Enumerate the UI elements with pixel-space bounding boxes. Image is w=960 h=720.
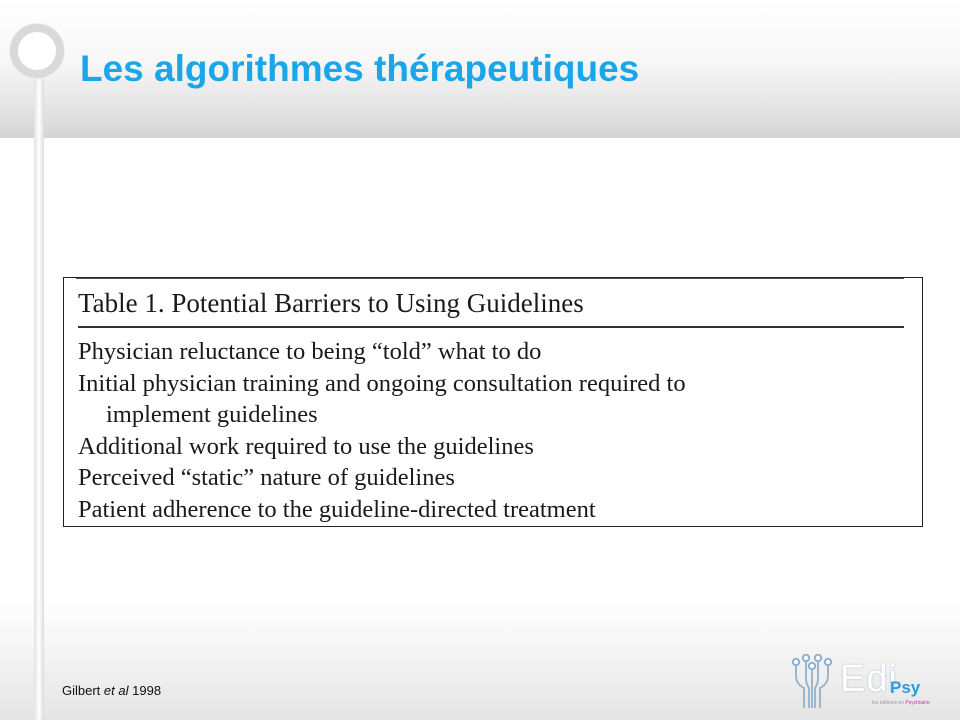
logo-tagline-accent: Psychiatrie	[905, 700, 930, 706]
edipsy-logo	[790, 652, 950, 712]
citation-etal: et al	[103, 683, 129, 698]
citation	[62, 683, 161, 698]
table-row: Perceived “static” nature of guidelines	[78, 464, 455, 491]
logo-brand: Edi	[840, 658, 898, 700]
table-caption-rule	[78, 326, 904, 328]
citation-year: 1998	[132, 683, 162, 698]
barriers-table	[63, 277, 923, 527]
logo-tagline-prefix: les éditions en	[872, 700, 904, 706]
table-row: Additional work required to use the guidelines	[78, 432, 534, 460]
ring-icon	[10, 24, 64, 78]
table-row: Patient adherence to the guideline-directed treatment	[78, 495, 596, 523]
decorative-vertical-line	[34, 66, 44, 720]
logo-suffix: Psy	[890, 678, 921, 697]
table-caption: Table 1. Potential Barriers to Using Guidelines	[78, 288, 584, 318]
table-row: Initial physician training and ongoing consultation required to	[78, 369, 686, 397]
citation-author: Gilbert	[62, 683, 101, 698]
table-top-rule	[76, 278, 904, 279]
logo-tagline	[872, 700, 930, 706]
circuit-tree-icon	[790, 654, 838, 710]
table-rows	[78, 336, 912, 525]
slide-title: Les algorithmes thérapeutiques	[80, 48, 640, 89]
table-row-continuation: implement guidelines	[106, 401, 318, 428]
table-row: Physician reluctance to being “told” what to do	[78, 338, 542, 365]
